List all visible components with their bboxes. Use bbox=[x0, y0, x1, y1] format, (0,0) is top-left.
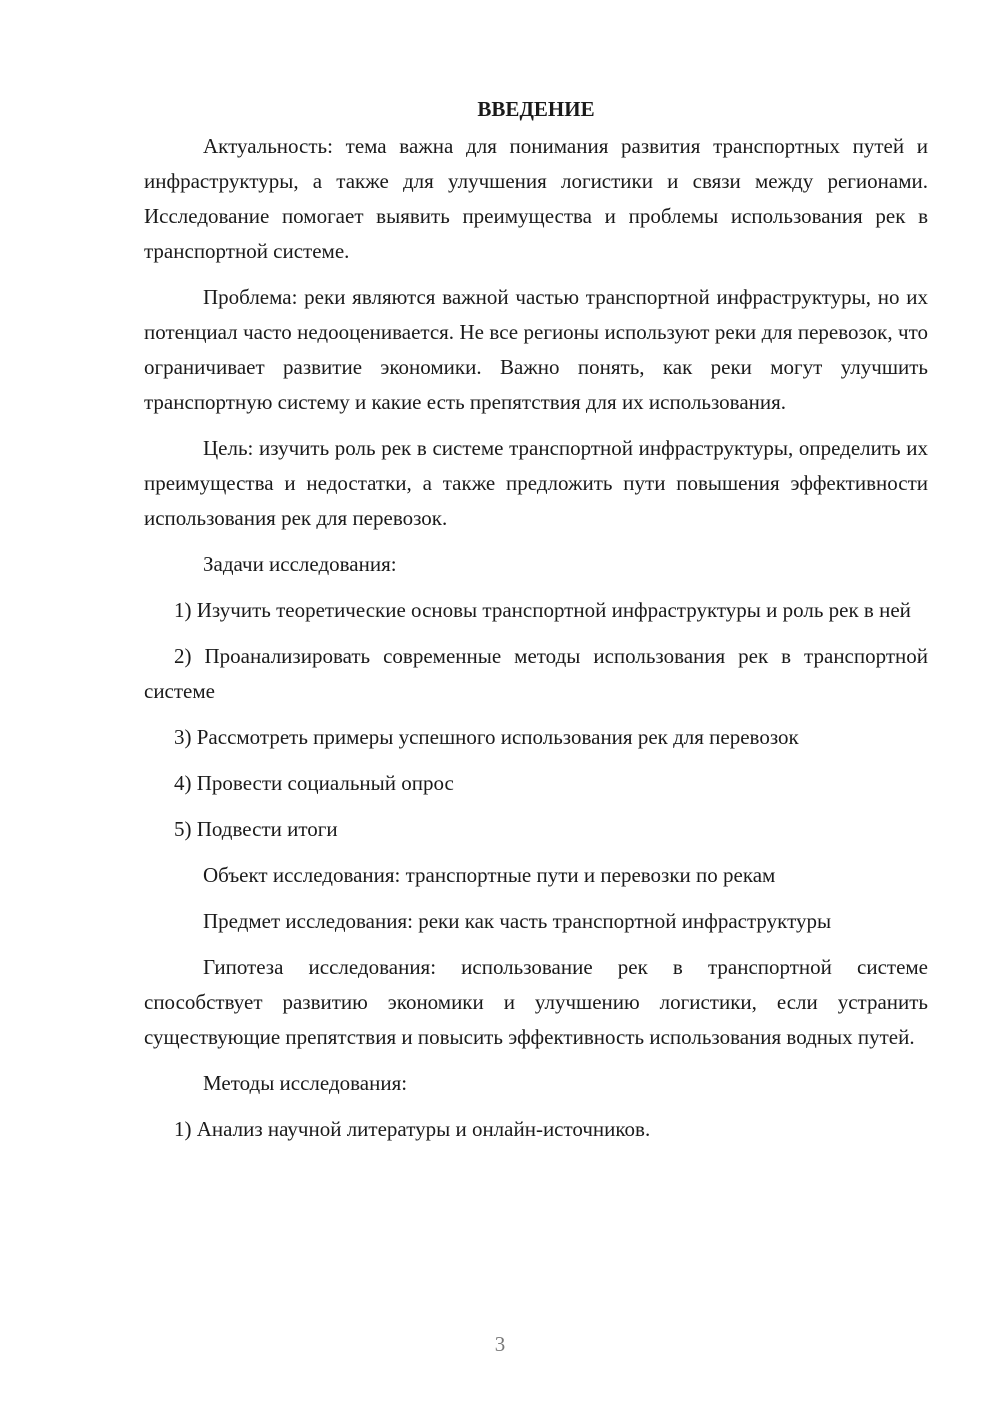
task-item: 1) Изучить теоретические основы транспортной инфраструктуры и роль рек в ней bbox=[174, 598, 911, 622]
relevance-paragraph: Актуальность: тема важна для понимания развития транспортных путей и инфраструктуры, а также для улучшения логистики и связи между регионами. Исследование помогает выявить преимущества и проблемы использования рек в транспортной системе. bbox=[144, 134, 928, 263]
goal-paragraph: Цель: изучить роль рек в системе транспортной инфраструктуры, определить их преимущества и недостатки, а также предложить пути повышения эффективности использования рек для перевозок. bbox=[144, 436, 928, 530]
page-number: 3 bbox=[494, 1332, 506, 1356]
object-paragraph: Объект исследования: транспортные пути и перевозки по рекам bbox=[203, 863, 776, 887]
task-item: 2) Проанализировать современные методы использования рек в транспортной системе bbox=[144, 644, 928, 703]
task-item: 3) Рассмотреть примеры успешного использования рек для перевозок bbox=[174, 725, 799, 749]
method-item: 1) Анализ научной литературы и онлайн-источников. bbox=[174, 1117, 651, 1141]
document-page bbox=[144, 92, 928, 1158]
methods-heading: Методы исследования: bbox=[203, 1071, 408, 1095]
task-item: 5) Подвести итоги bbox=[174, 817, 338, 841]
problem-paragraph: Проблема: реки являются важной частью транспортной инфраструктуры, но их потенциал часто недооценивается. Не все регионы используют реки для перевозок, что ограничивает развитие экономики. Важно понять, как реки могут улучшить транспортную систему и какие есть препятствия для их использования. bbox=[144, 285, 928, 414]
hypothesis-paragraph: Гипотеза исследования: использование рек в транспортной системе способствует развитию экономики и улучшению логистики, если устранить существующие препятствия и повысить эффективность использования водных путей. bbox=[144, 955, 928, 1049]
subject-paragraph: Предмет исследования: реки как часть транспортной инфраструктуры bbox=[203, 909, 832, 933]
section-title: ВВЕДЕНИЕ bbox=[477, 97, 595, 121]
tasks-heading: Задачи исследования: bbox=[203, 552, 397, 576]
task-item: 4) Провести социальный опрос bbox=[174, 771, 454, 795]
